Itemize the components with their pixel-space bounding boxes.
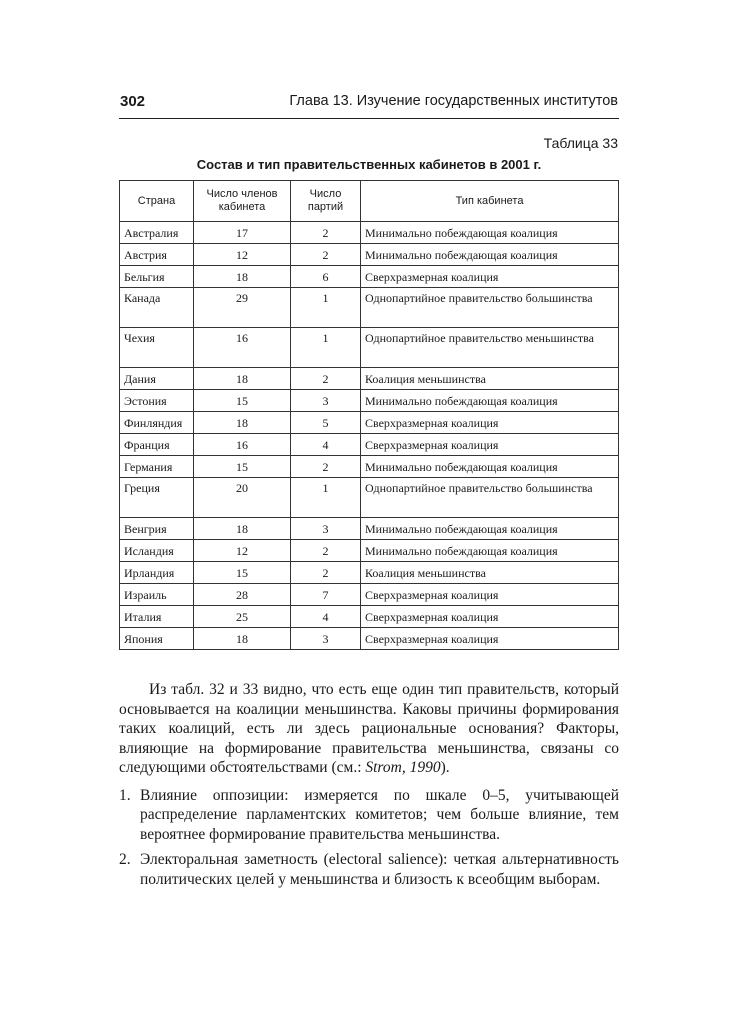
cell-type: Однопартийное правительство большинства: [361, 478, 619, 518]
cell-type: Минимально побеждающая коалиция: [361, 518, 619, 540]
cell-country: Бельгия: [120, 266, 194, 288]
table-row: [120, 478, 619, 518]
cell-members: 15: [194, 390, 291, 412]
cell-type: Сверхразмерная коалиция: [361, 412, 619, 434]
cell-type: Коалиция меньшинства: [361, 562, 619, 584]
cell-country: Ирландия: [120, 562, 194, 584]
cell-members: 17: [194, 222, 291, 244]
cell-country: Италия: [120, 606, 194, 628]
table-row: [120, 328, 619, 368]
cell-parties: 6: [291, 266, 361, 288]
cell-parties: 2: [291, 540, 361, 562]
table-row: [120, 266, 619, 288]
list-marker: 1.: [119, 786, 131, 804]
cell-members: 12: [194, 244, 291, 266]
cell-country: Израиль: [120, 584, 194, 606]
cell-parties: 1: [291, 328, 361, 368]
cell-members: 29: [194, 288, 291, 328]
cell-parties: 4: [291, 434, 361, 456]
cell-parties: 1: [291, 288, 361, 328]
page-number: 302: [120, 93, 146, 110]
cell-country: Финляндия: [120, 412, 194, 434]
table-title: Состав и тип правительственных кабинетов в 2001 г.: [196, 157, 542, 172]
table-row: [120, 222, 619, 244]
table-header-row: [120, 181, 619, 222]
cell-members: 18: [194, 518, 291, 540]
cell-country: Исландия: [120, 540, 194, 562]
cell-parties: 2: [291, 456, 361, 478]
cell-parties: 1: [291, 478, 361, 518]
chapter-title: Глава 13. Изучение государственных институтов: [289, 93, 618, 109]
list-item-text: Влияние оппозиции: измеряется по шкале 0–5, учитывающей распределение парламентских комитетов; чем больше влияние, тем вероятнее формирование правительства меньшинства.: [140, 786, 619, 843]
cell-type: Минимально побеждающая коалиция: [361, 390, 619, 412]
table-body: [120, 222, 619, 650]
table-row: [120, 456, 619, 478]
cell-type: Сверхразмерная коалиция: [361, 266, 619, 288]
table-row: [120, 390, 619, 412]
body-text: [119, 680, 619, 895]
cell-members: 18: [194, 368, 291, 390]
cell-type: Минимально побеждающая коалиция: [361, 222, 619, 244]
column-header-country: Страна: [120, 181, 194, 222]
cell-type: Сверхразмерная коалиция: [361, 434, 619, 456]
cell-type: Минимально побеждающая коалиция: [361, 456, 619, 478]
cell-country: Греция: [120, 478, 194, 518]
column-header-parties: Число партий: [291, 181, 361, 222]
cell-members: 15: [194, 562, 291, 584]
table-label: Таблица 33: [543, 135, 618, 151]
running-header: [120, 93, 618, 113]
cell-members: 18: [194, 412, 291, 434]
paragraph-text: Из табл. 32 и 33 видно, что есть еще один тип правительств, который основывается на коалиции меньшинства. Каковы причины формирования таких коалиций, есть ли здесь рациональные основания? Факторы, влияющие на формирование правительства меньшинства, связаны со следующими обстоятельствами (см.:: [119, 681, 619, 776]
cell-country: Канада: [120, 288, 194, 328]
cell-parties: 5: [291, 412, 361, 434]
cell-members: 20: [194, 478, 291, 518]
cell-type: Сверхразмерная коалиция: [361, 606, 619, 628]
list-item: [119, 786, 619, 845]
cell-type: Минимально побеждающая коалиция: [361, 540, 619, 562]
cell-members: 18: [194, 266, 291, 288]
cell-country: Франция: [120, 434, 194, 456]
table-row: [120, 434, 619, 456]
cell-type: Коалиция меньшинства: [361, 368, 619, 390]
list-item-text: Электоральная заметность (electoral salience): четкая альтернативность политических целей у меньшинства и близость к всеобщим выборам.: [140, 851, 619, 888]
cell-parties: 3: [291, 628, 361, 650]
cell-country: Венгрия: [120, 518, 194, 540]
cell-country: Австралия: [120, 222, 194, 244]
table-row: [120, 584, 619, 606]
table-row: [120, 562, 619, 584]
paragraph-end: ).: [440, 759, 450, 776]
cell-members: 16: [194, 328, 291, 368]
cell-members: 25: [194, 606, 291, 628]
table-row: [120, 518, 619, 540]
cell-parties: 2: [291, 222, 361, 244]
cell-type: Однопартийное правительство меньшинства: [361, 328, 619, 368]
table-row: [120, 606, 619, 628]
cell-type: Сверхразмерная коалиция: [361, 584, 619, 606]
cell-members: 12: [194, 540, 291, 562]
cell-country: Япония: [120, 628, 194, 650]
column-header-members: Число членов кабинета: [194, 181, 291, 222]
cell-parties: 2: [291, 368, 361, 390]
cell-members: 16: [194, 434, 291, 456]
citation: Strom, 1990: [365, 759, 441, 776]
table-row: [120, 540, 619, 562]
list-item: [119, 850, 619, 889]
cell-type: Сверхразмерная коалиция: [361, 628, 619, 650]
cell-parties: 2: [291, 562, 361, 584]
factors-list: [119, 786, 619, 890]
cell-country: Чехия: [120, 328, 194, 368]
cell-members: 28: [194, 584, 291, 606]
cell-type: Однопартийное правительство большинства: [361, 288, 619, 328]
table-row: [120, 412, 619, 434]
cell-country: Германия: [120, 456, 194, 478]
cell-parties: 3: [291, 390, 361, 412]
header-rule: [119, 118, 619, 119]
cell-members: 15: [194, 456, 291, 478]
cell-parties: 2: [291, 244, 361, 266]
list-marker: 2.: [119, 851, 131, 868]
cell-country: Австрия: [120, 244, 194, 266]
cell-parties: 4: [291, 606, 361, 628]
paragraph: [119, 680, 619, 778]
table-row: [120, 368, 619, 390]
cell-country: Эстония: [120, 390, 194, 412]
cell-type: Минимально побеждающая коалиция: [361, 244, 619, 266]
cell-parties: 7: [291, 584, 361, 606]
cell-parties: 3: [291, 518, 361, 540]
cell-members: 18: [194, 628, 291, 650]
cell-country: Дания: [120, 368, 194, 390]
column-header-type: Тип кабинета: [361, 181, 619, 222]
table-row: [120, 288, 619, 328]
table-row: [120, 628, 619, 650]
table-row: [120, 244, 619, 266]
cabinets-table: [119, 180, 619, 650]
